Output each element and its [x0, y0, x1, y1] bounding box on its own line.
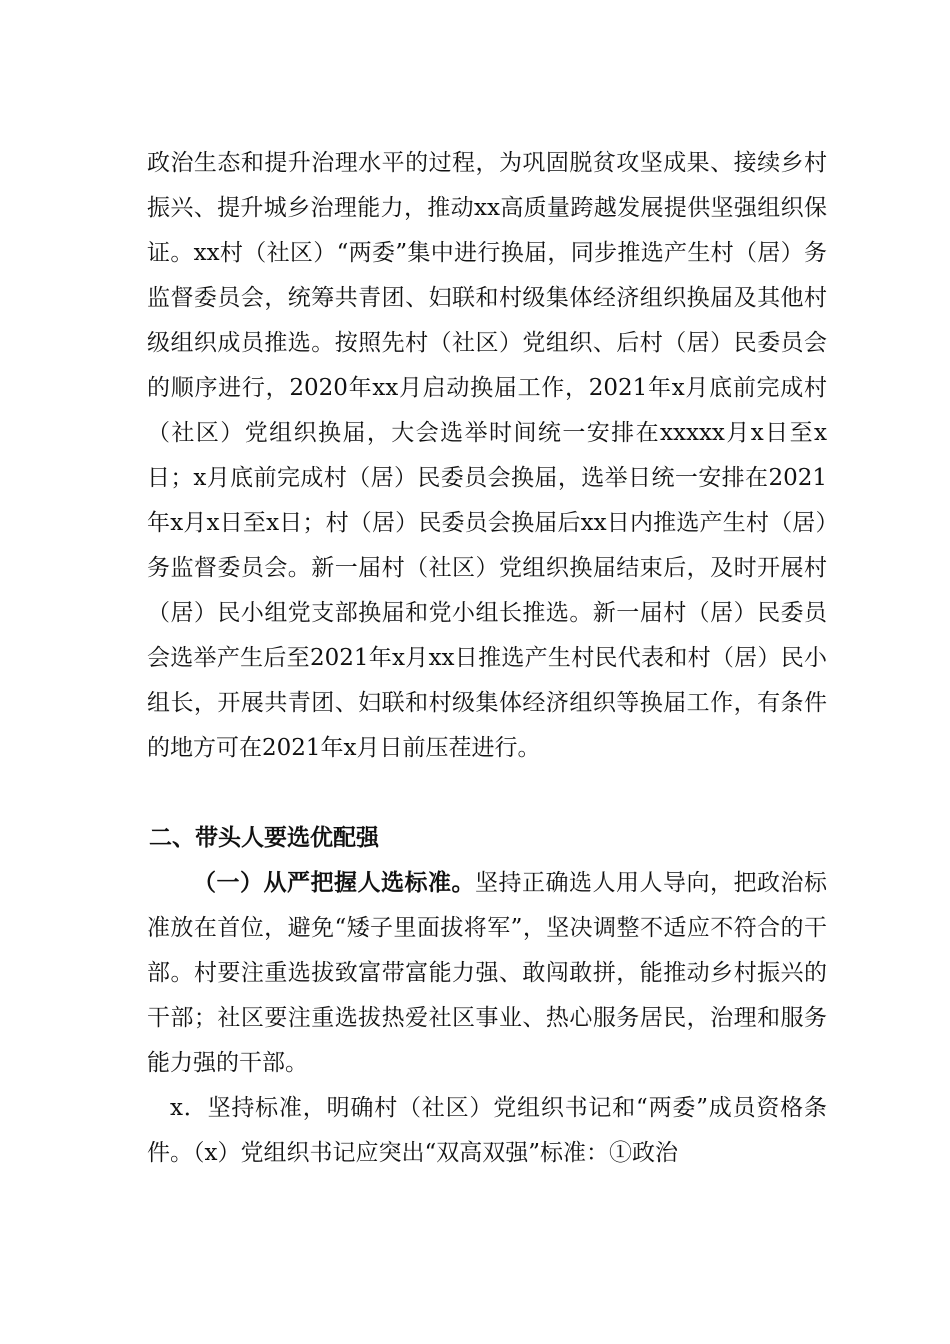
- paragraph-body-text: 坚持正确选人用人导向，把政治标准放在首位，避免“矮子里面拔将军”，坚决调整不适应不符合的干部。村要注重选拔致富带富能力强、敢闯敢拼，能推动乡村振兴的干部；社区要注重选拔热爱社区事业、热心服务居民，治理和服务能力强的干部。: [147, 870, 827, 1076]
- paragraph-lead-phrase: （一）从严把握人选标准。: [193, 870, 475, 896]
- body-paragraph: x．坚持标准，明确村（社区）党组织书记和“两委”成员资格条件。（x）党组织书记应突出“双高双强”标准：①政治: [147, 1095, 827, 1166]
- body-paragraph: [147, 861, 827, 1086]
- body-paragraph: 政治生态和提升治理水平的过程，为巩固脱贫攻坚成果、接续乡村振兴、提升城乡治理能力，推动xx高质量跨越发展提供坚强组织保证。xx村（社区）“两委”集中进行换届，同步推选产生村（居）务监督委员会，统筹共青团、妇联和村级集体经济组织换届及其他村级组织成员推选。按照先村（社区）党组织、后村（居）民委员会的顺序进行，2020年xx月启动换届工作，2021年x月底前完成村（社区）党组织换届，大会选举时间统一安排在xxxxx月x日至x日；x月底前完成村（居）民委员会换届，选举日统一安排在2021年x月x日至x日；村（居）民委员会换届后xx日内推选产生村（居）务监督委员会。新一届村（社区）党组织换届结束后，及时开展村（居）民小组党支部换届和党小组长推选。新一届村（居）民委员会选举产生后至2021年x月xx日推选产生村民代表和村（居）民小组长，开展共青团、妇联和村级集体经济组织等换届工作，有条件的地方可在2021年x月日前压茬进行。: [147, 150, 827, 761]
- section-heading: 二、带头人要选优配强: [149, 825, 379, 851]
